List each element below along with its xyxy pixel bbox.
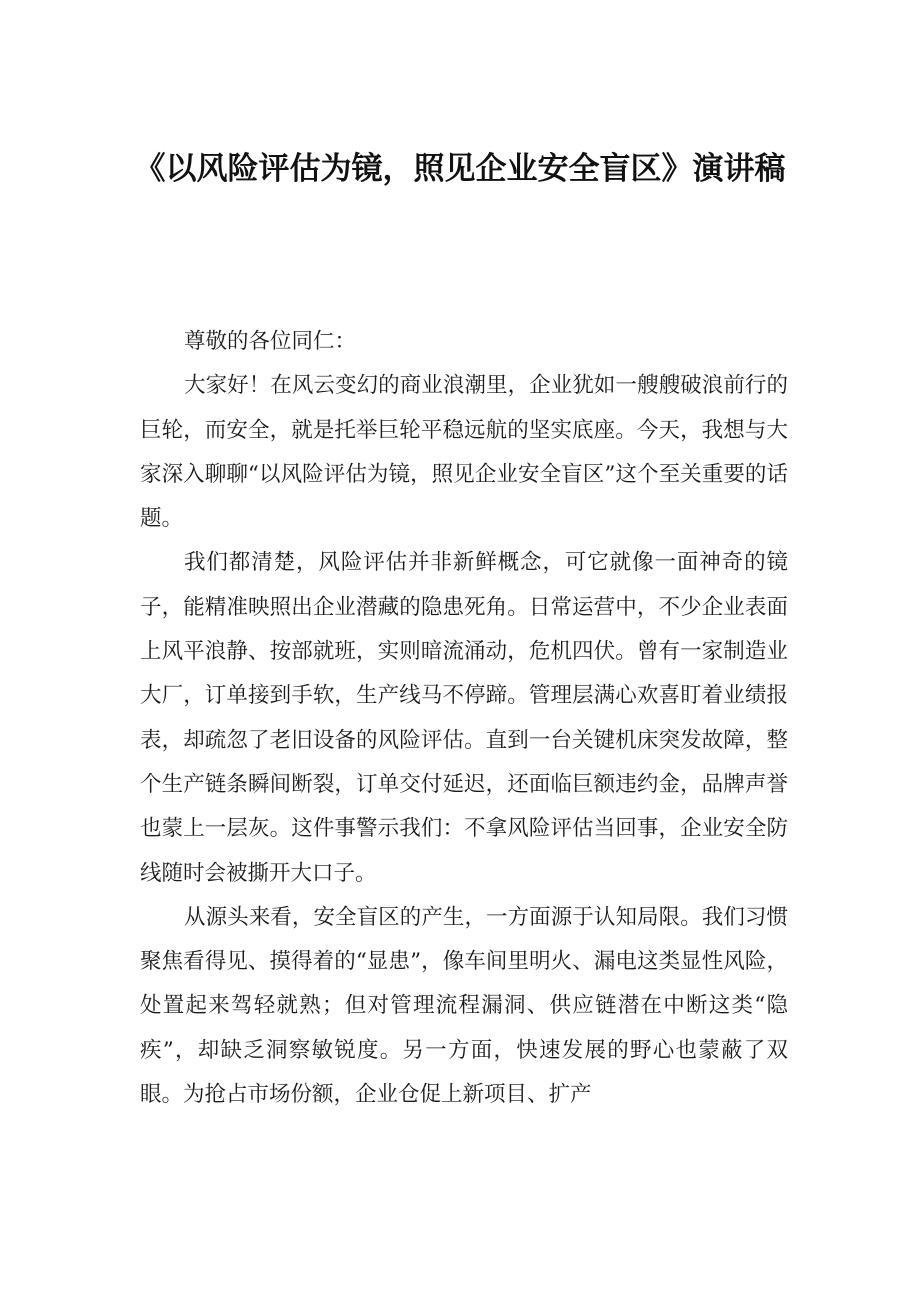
paragraph-1: 大家好！在风云变幻的商业浪潮里，企业犹如一艘艘破浪前行的巨轮，而安全，就是托举巨轮平稳远航的坚实底座。今天，我想与大家深入聊聊“以风险评估为镜，照见企业安全盲区”这个至关重要的话题。 [140,373,788,532]
paragraph-2: 我们都清楚，风险评估并非新鲜概念，可它就像一面神奇的镜子，能精准映照出企业潜藏的隐患死角。日常运营中，不少企业表面上风平浪静、按部就班，实则暗流涌动，危机四伏。曾有一家制造业大厂，订单接到手软，生产线马不停蹄。管理层满心欢喜盯着业绩报表，却疏忽了老旧设备的风险评估。直到一台关键机床突发故障，整个生产链条瞬间断裂，订单交付延迟，还面临巨额违约金，品牌声誉也蒙上一层灰。这件事警示我们：不拿风险评估当回事，企业安全防线随时会被撕开大口子。 [140,550,788,886]
salutation: 尊敬的各位同仁： [184,329,357,354]
document-title: 《以风险评估为镜，照见企业安全盲区》演讲稿 [134,151,786,187]
paragraph-3: 从源头来看，安全盲区的产生，一方面源于认知局限。我们习惯聚焦看得见、摸得着的“显患”，像车间里明火、漏电这类显性风险，处置起来驾轻就熟；但对管理流程漏洞、供应链潜在中断这类“隐疾”，却缺乏洞察敏锐度。另一方面，快速发展的野心也蒙蔽了双眼。为抢占市场份额，企业仓促上新项目、扩产 [140,904,788,1108]
document-body [140,320,788,1117]
